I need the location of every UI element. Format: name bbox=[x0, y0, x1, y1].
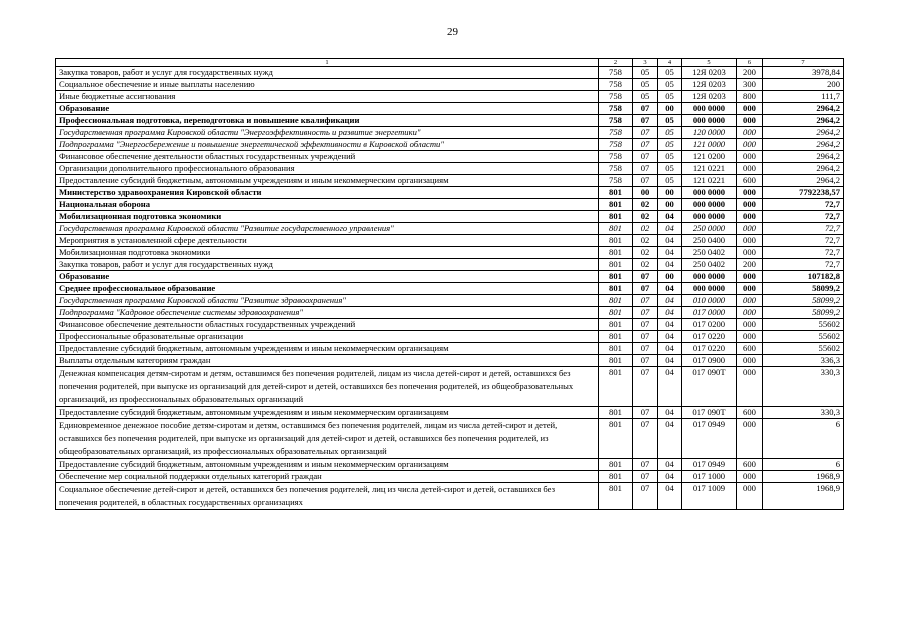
code-subsection: 05 bbox=[658, 139, 682, 151]
code-expense-type: 200 bbox=[737, 259, 763, 271]
row-name: Денежная компенсация детям-сиротам и детям, оставшимся без попечения родителей, лицам из числа детей-сирот и детей, оставшихся без попечения родителей, при выпуске из организаций для детей-сирот и детей, оставшихся без попечения родителей, из общеобразовательных организаций, из профессиональных образовательных организаций bbox=[56, 367, 599, 407]
code-subsection: 05 bbox=[658, 67, 682, 79]
code-target: 017 090Т bbox=[682, 367, 737, 407]
amount: 2964,2 bbox=[763, 127, 844, 139]
amount: 3978,84 bbox=[763, 67, 844, 79]
amount: 2964,2 bbox=[763, 103, 844, 115]
code-ministry: 801 bbox=[599, 355, 633, 367]
row-name: Предоставление субсидий бюджетным, автономным учреждениям и иным некоммерческим организациям bbox=[56, 459, 599, 471]
code-target: 250 0000 bbox=[682, 223, 737, 235]
row-name: Предоставление субсидий бюджетным, автономным учреждениям и иным некоммерческим организациям bbox=[56, 343, 599, 355]
code-ministry: 801 bbox=[599, 235, 633, 247]
table-row bbox=[56, 151, 844, 163]
code-ministry: 758 bbox=[599, 103, 633, 115]
code-target: 250 0402 bbox=[682, 247, 737, 259]
code-expense-type: 000 bbox=[737, 483, 763, 510]
row-name: Социальное обеспечение и иные выплаты населению bbox=[56, 79, 599, 91]
code-expense-type: 000 bbox=[737, 199, 763, 211]
amount: 111,7 bbox=[763, 91, 844, 103]
code-expense-type: 600 bbox=[737, 459, 763, 471]
code-subsection: 04 bbox=[658, 367, 682, 407]
code-expense-type: 300 bbox=[737, 79, 763, 91]
code-expense-type: 000 bbox=[737, 151, 763, 163]
code-ministry: 758 bbox=[599, 151, 633, 163]
code-section: 07 bbox=[633, 419, 658, 459]
budget-table bbox=[55, 58, 844, 510]
code-expense-type: 000 bbox=[737, 211, 763, 223]
code-target: 017 0900 bbox=[682, 355, 737, 367]
row-name: Единовременное денежное пособие детям-сиротам и детям, оставшимся без попечения родителей, лицам из числа детей-сирот и детей, оставшихся без попечения родителей, при выпуске из организаций для детей-сирот и детей, оставшихся без попечения родителей, из общеобразовательных организаций, из профессиональных образовательных организаций bbox=[56, 419, 599, 459]
code-section: 05 bbox=[633, 91, 658, 103]
row-name: Государственная программа Кировской области "Развитие здравоохранения" bbox=[56, 295, 599, 307]
code-expense-type: 000 bbox=[737, 271, 763, 283]
code-ministry: 758 bbox=[599, 127, 633, 139]
code-section: 07 bbox=[633, 319, 658, 331]
code-section: 07 bbox=[633, 471, 658, 483]
code-section: 07 bbox=[633, 163, 658, 175]
column-header: 7 bbox=[763, 59, 844, 67]
code-subsection: 00 bbox=[658, 187, 682, 199]
code-expense-type: 000 bbox=[737, 127, 763, 139]
row-name: Обеспечение мер социальной поддержки отдельных категорий граждан bbox=[56, 471, 599, 483]
code-section: 07 bbox=[633, 295, 658, 307]
code-section: 07 bbox=[633, 355, 658, 367]
code-subsection: 00 bbox=[658, 199, 682, 211]
code-ministry: 801 bbox=[599, 283, 633, 295]
code-subsection: 05 bbox=[658, 163, 682, 175]
code-expense-type: 000 bbox=[737, 103, 763, 115]
code-target: 121 0221 bbox=[682, 163, 737, 175]
code-subsection: 04 bbox=[658, 483, 682, 510]
code-ministry: 801 bbox=[599, 187, 633, 199]
table-row bbox=[56, 187, 844, 199]
code-expense-type: 800 bbox=[737, 91, 763, 103]
code-ministry: 801 bbox=[599, 295, 633, 307]
code-section: 02 bbox=[633, 211, 658, 223]
code-subsection: 05 bbox=[658, 115, 682, 127]
code-expense-type: 000 bbox=[737, 247, 763, 259]
code-ministry: 758 bbox=[599, 67, 633, 79]
code-section: 07 bbox=[633, 459, 658, 471]
row-name: Мобилизационная подготовка экономики bbox=[56, 247, 599, 259]
code-subsection: 04 bbox=[658, 355, 682, 367]
row-name: Профессиональные образовательные организации bbox=[56, 331, 599, 343]
table-row bbox=[56, 259, 844, 271]
code-section: 00 bbox=[633, 187, 658, 199]
code-subsection: 04 bbox=[658, 407, 682, 419]
amount: 2964,2 bbox=[763, 151, 844, 163]
amount: 72,7 bbox=[763, 199, 844, 211]
row-name: Предоставление субсидий бюджетным, автономным учреждениям и иным некоммерческим организациям bbox=[56, 407, 599, 419]
code-expense-type: 600 bbox=[737, 407, 763, 419]
row-name: Социальное обеспечение детей-сирот и детей, оставшихся без попечения родителей, лиц из числа детей-сирот и детей, оставшихся без попечения родителей, в областных государственных организациях bbox=[56, 483, 599, 510]
code-subsection: 04 bbox=[658, 235, 682, 247]
code-expense-type: 000 bbox=[737, 419, 763, 459]
amount: 55602 bbox=[763, 331, 844, 343]
table-row bbox=[56, 343, 844, 355]
code-target: 000 0000 bbox=[682, 115, 737, 127]
row-name: Мобилизационная подготовка экономики bbox=[56, 211, 599, 223]
table-row bbox=[56, 175, 844, 187]
table-row bbox=[56, 307, 844, 319]
code-target: 000 0000 bbox=[682, 271, 737, 283]
code-ministry: 758 bbox=[599, 91, 633, 103]
table-row bbox=[56, 419, 844, 459]
row-name: Образование bbox=[56, 103, 599, 115]
code-subsection: 04 bbox=[658, 295, 682, 307]
table-row bbox=[56, 103, 844, 115]
code-ministry: 758 bbox=[599, 175, 633, 187]
code-section: 07 bbox=[633, 407, 658, 419]
code-target: 120 0000 bbox=[682, 127, 737, 139]
row-name: Подпрограмма "Энергосбережение и повышение энергетической эффективности в Кировской области" bbox=[56, 139, 599, 151]
code-section: 02 bbox=[633, 199, 658, 211]
table-row bbox=[56, 355, 844, 367]
code-target: 000 0000 bbox=[682, 283, 737, 295]
code-subsection: 04 bbox=[658, 283, 682, 295]
table-row bbox=[56, 211, 844, 223]
code-target: 010 0000 bbox=[682, 295, 737, 307]
amount: 72,7 bbox=[763, 235, 844, 247]
code-ministry: 801 bbox=[599, 419, 633, 459]
code-ministry: 758 bbox=[599, 115, 633, 127]
column-header: 4 bbox=[658, 59, 682, 67]
code-subsection: 04 bbox=[658, 211, 682, 223]
code-section: 07 bbox=[633, 367, 658, 407]
code-target: 017 0200 bbox=[682, 319, 737, 331]
code-section: 07 bbox=[633, 307, 658, 319]
code-target: 017 0949 bbox=[682, 459, 737, 471]
code-expense-type: 000 bbox=[737, 355, 763, 367]
code-target: 017 0949 bbox=[682, 419, 737, 459]
table-row bbox=[56, 283, 844, 295]
code-section: 07 bbox=[633, 115, 658, 127]
code-subsection: 00 bbox=[658, 103, 682, 115]
code-expense-type: 000 bbox=[737, 471, 763, 483]
column-header: 6 bbox=[737, 59, 763, 67]
code-expense-type: 000 bbox=[737, 295, 763, 307]
code-target: 121 0200 bbox=[682, 151, 737, 163]
code-subsection: 04 bbox=[658, 307, 682, 319]
code-expense-type: 000 bbox=[737, 187, 763, 199]
amount: 72,7 bbox=[763, 223, 844, 235]
row-name: Иные бюджетные ассигнования bbox=[56, 91, 599, 103]
amount: 2964,2 bbox=[763, 139, 844, 151]
code-ministry: 801 bbox=[599, 259, 633, 271]
amount: 58099,2 bbox=[763, 283, 844, 295]
code-target: 017 0220 bbox=[682, 343, 737, 355]
code-subsection: 05 bbox=[658, 151, 682, 163]
code-ministry: 801 bbox=[599, 271, 633, 283]
column-header: 3 bbox=[633, 59, 658, 67]
code-section: 07 bbox=[633, 127, 658, 139]
row-name: Министерство здравоохранения Кировской области bbox=[56, 187, 599, 199]
code-subsection: 04 bbox=[658, 259, 682, 271]
code-subsection: 05 bbox=[658, 127, 682, 139]
amount: 55602 bbox=[763, 319, 844, 331]
amount: 72,7 bbox=[763, 211, 844, 223]
table-row bbox=[56, 91, 844, 103]
row-name: Среднее профессиональное образование bbox=[56, 283, 599, 295]
row-name: Государственная программа Кировской области "Энергоэффективность и развитие энергетики" bbox=[56, 127, 599, 139]
code-target: 017 090Т bbox=[682, 407, 737, 419]
code-section: 02 bbox=[633, 223, 658, 235]
code-expense-type: 000 bbox=[737, 235, 763, 247]
code-subsection: 04 bbox=[658, 343, 682, 355]
code-ministry: 801 bbox=[599, 471, 633, 483]
amount: 336,3 bbox=[763, 355, 844, 367]
code-subsection: 05 bbox=[658, 175, 682, 187]
code-expense-type: 000 bbox=[737, 223, 763, 235]
code-subsection: 04 bbox=[658, 247, 682, 259]
code-subsection: 05 bbox=[658, 79, 682, 91]
page-number: 29 bbox=[447, 26, 458, 38]
amount: 1968,9 bbox=[763, 471, 844, 483]
code-target: 12Я 0203 bbox=[682, 91, 737, 103]
code-target: 250 0400 bbox=[682, 235, 737, 247]
code-target: 12Я 0203 bbox=[682, 79, 737, 91]
code-expense-type: 000 bbox=[737, 115, 763, 127]
amount: 200 bbox=[763, 79, 844, 91]
table-row bbox=[56, 471, 844, 483]
code-ministry: 801 bbox=[599, 307, 633, 319]
table-row bbox=[56, 79, 844, 91]
code-expense-type: 000 bbox=[737, 367, 763, 407]
code-target: 000 0000 bbox=[682, 187, 737, 199]
code-target: 12Я 0203 bbox=[682, 67, 737, 79]
table-row bbox=[56, 271, 844, 283]
row-name: Профессиональная подготовка, переподготовка и повышение квалификации bbox=[56, 115, 599, 127]
table-row bbox=[56, 115, 844, 127]
code-expense-type: 600 bbox=[737, 343, 763, 355]
code-subsection: 04 bbox=[658, 223, 682, 235]
column-header: 1 bbox=[56, 59, 599, 67]
code-ministry: 758 bbox=[599, 139, 633, 151]
code-ministry: 801 bbox=[599, 407, 633, 419]
code-subsection: 04 bbox=[658, 319, 682, 331]
amount: 72,7 bbox=[763, 247, 844, 259]
code-expense-type: 000 bbox=[737, 163, 763, 175]
table-row bbox=[56, 163, 844, 175]
code-expense-type: 600 bbox=[737, 175, 763, 187]
amount: 6 bbox=[763, 459, 844, 471]
table-header-row bbox=[56, 59, 844, 67]
amount: 72,7 bbox=[763, 259, 844, 271]
code-subsection: 04 bbox=[658, 419, 682, 459]
code-target: 121 0221 bbox=[682, 175, 737, 187]
amount: 6 bbox=[763, 419, 844, 459]
amount: 107182,8 bbox=[763, 271, 844, 283]
code-section: 05 bbox=[633, 79, 658, 91]
code-section: 02 bbox=[633, 235, 658, 247]
code-target: 017 1009 bbox=[682, 483, 737, 510]
amount: 58099,2 bbox=[763, 295, 844, 307]
table-row bbox=[56, 127, 844, 139]
amount: 330,3 bbox=[763, 407, 844, 419]
code-target: 000 0000 bbox=[682, 199, 737, 211]
row-name: Национальная оборона bbox=[56, 199, 599, 211]
code-subsection: 04 bbox=[658, 471, 682, 483]
row-name: Закупка товаров, работ и услуг для государственных нужд bbox=[56, 67, 599, 79]
code-target: 017 0000 bbox=[682, 307, 737, 319]
code-ministry: 801 bbox=[599, 459, 633, 471]
row-name: Подпрограмма "Кадровое обеспечение системы здравоохранения" bbox=[56, 307, 599, 319]
amount: 2964,2 bbox=[763, 175, 844, 187]
table-row bbox=[56, 319, 844, 331]
table-row bbox=[56, 295, 844, 307]
code-ministry: 801 bbox=[599, 223, 633, 235]
row-name: Выплаты отдельным категориям граждан bbox=[56, 355, 599, 367]
table-row bbox=[56, 199, 844, 211]
table-row bbox=[56, 139, 844, 151]
table-row bbox=[56, 459, 844, 471]
code-subsection: 00 bbox=[658, 271, 682, 283]
code-ministry: 801 bbox=[599, 319, 633, 331]
amount: 2964,2 bbox=[763, 115, 844, 127]
row-name: Государственная программа Кировской области "Развитие государственного управления" bbox=[56, 223, 599, 235]
code-ministry: 801 bbox=[599, 199, 633, 211]
code-expense-type: 200 bbox=[737, 67, 763, 79]
row-name: Организации дополнительного профессионального образования bbox=[56, 163, 599, 175]
column-header: 2 bbox=[599, 59, 633, 67]
table-row bbox=[56, 367, 844, 407]
code-ministry: 758 bbox=[599, 79, 633, 91]
code-section: 07 bbox=[633, 483, 658, 510]
code-target: 017 0220 bbox=[682, 331, 737, 343]
code-section: 02 bbox=[633, 259, 658, 271]
table-row bbox=[56, 235, 844, 247]
amount: 58099,2 bbox=[763, 307, 844, 319]
amount: 1968,9 bbox=[763, 483, 844, 510]
code-target: 121 0000 bbox=[682, 139, 737, 151]
code-section: 07 bbox=[633, 331, 658, 343]
column-header: 5 bbox=[682, 59, 737, 67]
code-expense-type: 000 bbox=[737, 319, 763, 331]
code-section: 07 bbox=[633, 103, 658, 115]
row-name: Образование bbox=[56, 271, 599, 283]
code-section: 07 bbox=[633, 175, 658, 187]
code-section: 07 bbox=[633, 139, 658, 151]
code-subsection: 04 bbox=[658, 459, 682, 471]
code-expense-type: 000 bbox=[737, 139, 763, 151]
code-target: 250 0402 bbox=[682, 259, 737, 271]
row-name: Финансовое обеспечение деятельности областных государственных учреждений bbox=[56, 319, 599, 331]
code-ministry: 801 bbox=[599, 343, 633, 355]
code-target: 000 0000 bbox=[682, 103, 737, 115]
table-row bbox=[56, 483, 844, 510]
amount: 55602 bbox=[763, 343, 844, 355]
table-row bbox=[56, 407, 844, 419]
code-ministry: 801 bbox=[599, 483, 633, 510]
code-section: 07 bbox=[633, 283, 658, 295]
table-row bbox=[56, 247, 844, 259]
code-section: 07 bbox=[633, 271, 658, 283]
amount: 7792238,57 bbox=[763, 187, 844, 199]
amount: 330,3 bbox=[763, 367, 844, 407]
table-row bbox=[56, 223, 844, 235]
code-target: 000 0000 bbox=[682, 211, 737, 223]
code-ministry: 801 bbox=[599, 367, 633, 407]
code-section: 07 bbox=[633, 343, 658, 355]
code-expense-type: 000 bbox=[737, 307, 763, 319]
code-ministry: 801 bbox=[599, 247, 633, 259]
code-section: 02 bbox=[633, 247, 658, 259]
code-ministry: 758 bbox=[599, 163, 633, 175]
code-target: 017 1000 bbox=[682, 471, 737, 483]
row-name: Финансовое обеспечение деятельности областных государственных учреждений bbox=[56, 151, 599, 163]
code-subsection: 05 bbox=[658, 91, 682, 103]
table-row bbox=[56, 67, 844, 79]
code-expense-type: 000 bbox=[737, 283, 763, 295]
amount: 2964,2 bbox=[763, 163, 844, 175]
row-name: Мероприятия в установленной сфере деятельности bbox=[56, 235, 599, 247]
code-ministry: 801 bbox=[599, 331, 633, 343]
row-name: Закупка товаров, работ и услуг для государственных нужд bbox=[56, 259, 599, 271]
row-name: Предоставление субсидий бюджетным, автономным учреждениям и иным некоммерческим организациям bbox=[56, 175, 599, 187]
code-section: 07 bbox=[633, 151, 658, 163]
code-ministry: 801 bbox=[599, 211, 633, 223]
table-row bbox=[56, 331, 844, 343]
code-section: 05 bbox=[633, 67, 658, 79]
code-expense-type: 000 bbox=[737, 331, 763, 343]
code-subsection: 04 bbox=[658, 331, 682, 343]
